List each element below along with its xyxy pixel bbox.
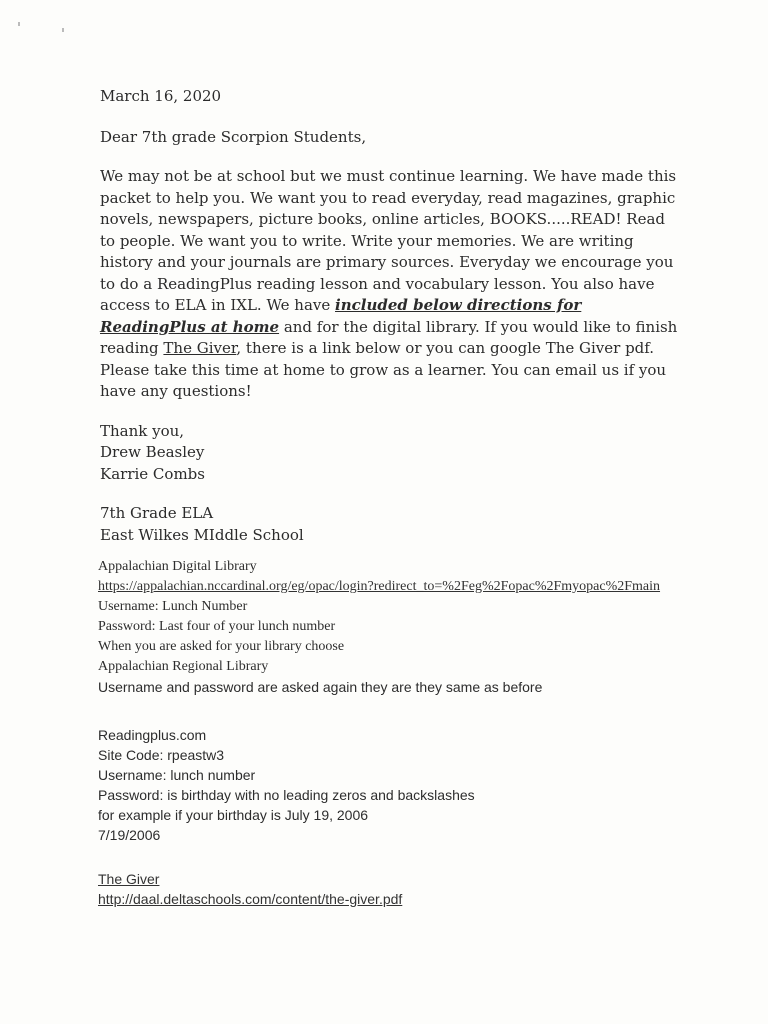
scan-speck (62, 28, 64, 32)
resources (98, 557, 698, 909)
giver-url-link[interactable]: http://daal.deltaschools.com/content/the-giver.pdf (98, 891, 403, 907)
library-url-link[interactable]: https://appalachian.nccardinal.org/eg/opac/login?redirect_to=%2Feg%2Fopac%2Fmyopac%2Fmain (98, 579, 661, 594)
department: 7th Grade ELA (100, 504, 214, 522)
body-text: , there is a link below or you can google The Giver pdf. Please take this time at home to grow as a learner. You can email us if you have any questions! (100, 339, 667, 400)
readingplus-password: Password: is birthday with no leading zeros and backslashes (98, 787, 475, 803)
signer-name: Karrie Combs (100, 464, 205, 483)
readingplus-example-value: 7/19/2006 (98, 827, 161, 843)
body-emphasis: included below directions for ReadingPlus at home (100, 296, 582, 336)
library-password: Password: Last four of your lunch number (98, 619, 336, 634)
readingplus-site-code: Site Code: rpeastw3 (98, 747, 225, 763)
readingplus-example: for example if your birthday is July 19, 2006 (98, 807, 369, 823)
body-text: We may not be at school but we must continue learning. We have made this packet to help you. We want you to read everyday, read magazines, graphic novels, newspapers, picture books, online articles, BOOKS.....READ! Read to people. We want you to write. Write your memories. We are writing history and your journals are primary sources. Everyday we encourage you to do a ReadingPlus reading lesson and vocabulary lesson. You also have access to ELA in IXL. We have (100, 167, 677, 314)
readingplus-block (98, 725, 698, 845)
body-text: and for the digital library. If you would like to finish reading (100, 317, 678, 357)
salutation: Dear 7th grade Scorpion Students, (100, 127, 367, 146)
letter (100, 86, 680, 546)
letter-date: March 16, 2020 (100, 87, 222, 105)
readingplus-username: Username: lunch number (98, 767, 256, 783)
library-note-block (98, 677, 698, 697)
giver-title-link[interactable]: The Giver (98, 871, 160, 887)
library-block (98, 557, 698, 677)
scan-speck (18, 22, 20, 26)
closing-block (100, 421, 680, 486)
book-title: The Giver (163, 339, 237, 357)
library-title: Appalachian Digital Library (98, 559, 257, 574)
library-choose-prompt: When you are asked for your library choose (98, 639, 345, 654)
signer-name: Drew Beasley (100, 443, 205, 461)
library-username: Username: Lunch Number (98, 599, 248, 614)
giver-block (98, 869, 698, 909)
library-name: Appalachian Regional Library (98, 659, 269, 674)
school-name: East Wilkes MIddle School (100, 525, 304, 544)
readingplus-site: Readingplus.com (98, 727, 207, 743)
closing: Thank you, (100, 421, 185, 440)
library-note: Username and password are asked again they are they same as before (98, 679, 543, 695)
department-block (100, 503, 680, 546)
letter-body (100, 166, 680, 403)
